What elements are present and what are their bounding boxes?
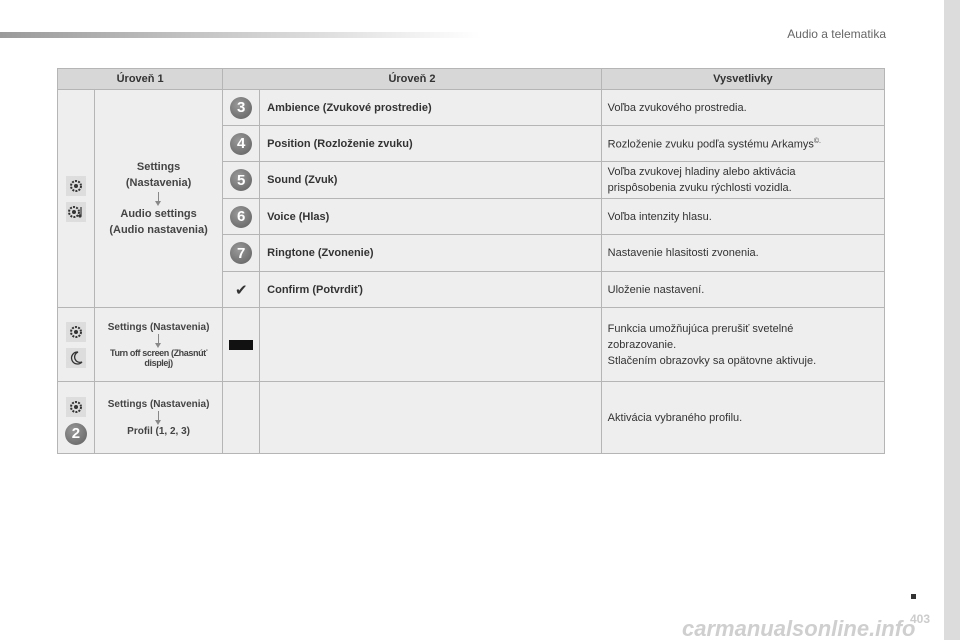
gear-icon [66, 176, 86, 196]
down-arrow-icon [158, 334, 159, 346]
number-badge: 5 [230, 169, 252, 191]
table-row [58, 308, 885, 382]
watermark: carmanualsonline.info [682, 616, 916, 641]
gear-music-icon [66, 202, 86, 222]
number-badge: 7 [230, 242, 252, 264]
number-badge: 3 [230, 97, 252, 119]
group2-level1 [94, 308, 222, 382]
group1-icons [58, 90, 95, 308]
level1-settings-label: Settings (Nastavenia) [107, 321, 210, 333]
down-arrow-icon [158, 411, 159, 423]
explanation-text [602, 134, 884, 153]
copyright-mark: ©. [813, 138, 821, 146]
level1-settings-label: Settings (Nastavenia) [125, 161, 192, 189]
explanation-text: Funkcia umožňujúca prerušiť svetelné zobrazovanie. [607, 322, 794, 351]
explanation-text: Nastavenie hlasitosti zvonenia. [607, 247, 759, 259]
header-gradient-bar [0, 32, 480, 38]
header-explanation: Vysvetlivky [601, 69, 884, 90]
page-section-title: Audio a telematika [787, 27, 886, 41]
explanation-text: Voľba zvukového prostredia. [607, 101, 747, 114]
level2-label: Ambience (Zvukové prostredie) [267, 101, 432, 114]
explanation-text: Stlačením obrazovky sa opätovne aktivuje. [607, 354, 817, 367]
level2-label: Confirm (Potvrdiť) [267, 283, 363, 296]
explanation-main: Rozloženie zvuku podľa systému Arkamys [607, 138, 814, 151]
number-badge: 4 [230, 133, 252, 155]
level2-label: Voice (Hlas) [267, 210, 330, 223]
side-strip [944, 0, 960, 640]
page-marker [911, 594, 916, 599]
dark-screen-icon [229, 340, 253, 350]
header-level2: Úroveň 2 [223, 69, 601, 90]
number-badge: 6 [230, 206, 252, 228]
number-badge: 2 [65, 423, 87, 445]
table-row [58, 382, 885, 454]
gear-icon [66, 397, 86, 417]
group2-icons [58, 308, 95, 382]
header-level1: Úroveň 1 [58, 69, 223, 90]
group1-level1 [94, 90, 222, 308]
group3-level1 [94, 382, 222, 454]
gear-icon [66, 322, 86, 342]
level1-settings-label: Settings (Nastavenia) [107, 398, 210, 410]
check-icon: ✔ [234, 281, 248, 299]
table-header-row [58, 69, 885, 90]
down-arrow-icon [158, 192, 159, 204]
settings-table [57, 68, 885, 454]
level1-profile-label: Profil (1, 2, 3) [127, 425, 190, 437]
group3-icons [58, 382, 95, 454]
level2-label: Position (Rozloženie zvuku) [267, 137, 413, 150]
table-row [58, 90, 885, 126]
level1-turn-off-label: Turn off screen (Zhasnúť displej) [110, 347, 208, 368]
page-number: 403 [910, 612, 931, 626]
explanation-text: Aktivácia vybraného profilu. [607, 411, 743, 424]
explanation-text: Voľba zvukovej hladiny alebo aktivácia prispôsobenia zvuku rýchlosti vozidla. [607, 166, 796, 194]
row-number-cell [223, 90, 260, 126]
level1-audio-settings-label: Audio settings (Audio nastavenia) [109, 208, 208, 236]
moon-icon [66, 348, 86, 368]
level2-label: Ringtone (Zvonenie) [267, 247, 374, 259]
explanation-text: Uloženie nastavení. [607, 283, 705, 296]
level2-label: Sound (Zvuk) [267, 174, 338, 186]
explanation-text: Voľba intenzity hlasu. [607, 210, 712, 223]
